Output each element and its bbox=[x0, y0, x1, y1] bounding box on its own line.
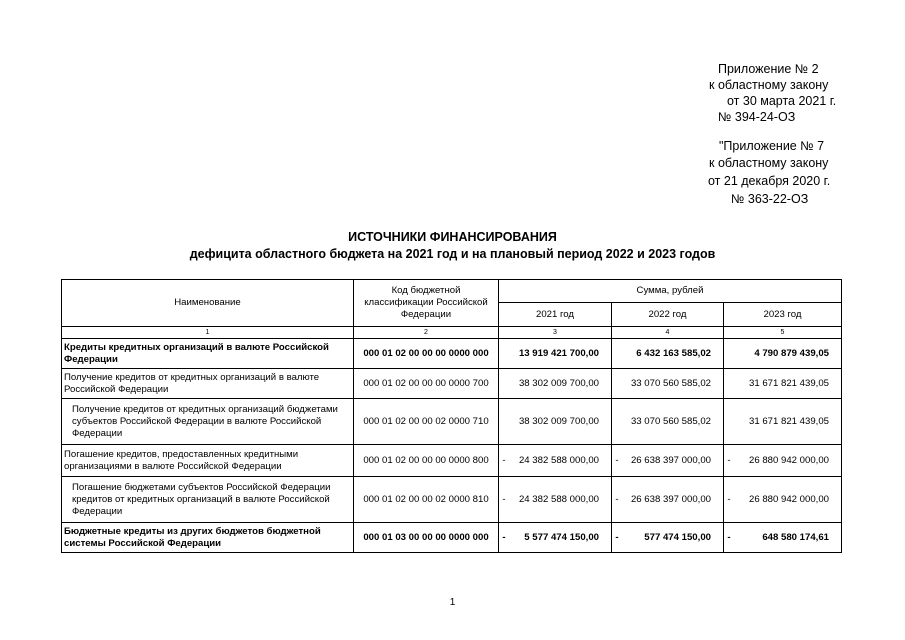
row-code: 000 01 03 00 00 00 0000 000 bbox=[354, 523, 499, 553]
column-number: 4 bbox=[612, 327, 724, 339]
amount-value: 26 880 942 000,00 bbox=[748, 493, 830, 505]
minus-sign: - bbox=[727, 531, 731, 543]
minus-sign: - bbox=[727, 454, 731, 466]
row-amount-2023 bbox=[724, 523, 842, 553]
row-amount-2021 bbox=[499, 399, 612, 445]
column-number-row bbox=[62, 327, 842, 339]
row-amount-2021 bbox=[499, 477, 612, 523]
minus-sign: - bbox=[502, 531, 506, 543]
column-number: 2 bbox=[354, 327, 499, 339]
appendix-line-1: Приложение № 2 bbox=[718, 62, 819, 76]
appendix-line-2: к областному закону bbox=[709, 78, 829, 92]
header-sum: Сумма, рублей bbox=[499, 280, 842, 303]
column-number: 5 bbox=[724, 327, 842, 339]
table-row bbox=[62, 399, 842, 445]
amount-value: 648 580 174,61 bbox=[762, 531, 830, 543]
financing-sources-table bbox=[61, 279, 842, 553]
row-name: Кредиты кредитных организаций в валюте Российской Федерации bbox=[62, 339, 354, 369]
amount-value: 24 382 588 000,00 bbox=[518, 493, 599, 505]
minus-sign: - bbox=[502, 493, 506, 505]
row-code: 000 01 02 00 00 00 0000 800 bbox=[354, 445, 499, 477]
row-amount-2023 bbox=[724, 369, 842, 399]
header-2023: 2023 год bbox=[724, 303, 842, 327]
column-number: 1 bbox=[62, 327, 354, 339]
page-title: ИСТОЧНИКИ ФИНАНСИРОВАНИЯ bbox=[348, 230, 557, 244]
amount-value: 38 302 009 700,00 bbox=[518, 377, 599, 389]
row-name: Бюджетные кредиты из других бюджетов бюджетной системы Российской Федерации bbox=[62, 523, 354, 553]
amount-value: 577 474 150,00 bbox=[644, 531, 711, 543]
header-2022: 2022 год bbox=[612, 303, 724, 327]
row-amount-2022 bbox=[612, 339, 724, 369]
table-row bbox=[62, 523, 842, 553]
row-amount-2023 bbox=[724, 339, 842, 369]
prev-appendix-line-1: "Приложение № 7 bbox=[719, 139, 825, 153]
amount-value: 6 432 163 585,02 bbox=[636, 347, 711, 359]
table-row bbox=[62, 369, 842, 399]
prev-appendix-line-3: от 21 декабря 2020 г. bbox=[708, 174, 831, 188]
minus-sign: - bbox=[727, 493, 731, 505]
minus-sign: - bbox=[502, 454, 506, 466]
row-name: Получение кредитов от кредитных организаций в валюте Российской Федерации bbox=[62, 369, 354, 399]
minus-sign: - bbox=[615, 531, 619, 543]
amount-value: 31 671 821 439,05 bbox=[748, 377, 830, 389]
row-code: 000 01 02 00 00 02 0000 810 bbox=[354, 477, 499, 523]
page-number: 1 bbox=[449, 597, 456, 608]
minus-sign: - bbox=[615, 493, 619, 505]
row-code: 000 01 02 00 00 00 0000 700 bbox=[354, 369, 499, 399]
table-row bbox=[62, 339, 842, 369]
prev-appendix-line-2: к областному закону bbox=[709, 156, 829, 170]
amount-value: 31 671 821 439,05 bbox=[748, 415, 830, 427]
row-name: Погашение кредитов, предоставленных кредитными организациями в валюте Российской Федерации bbox=[62, 445, 354, 477]
row-amount-2022 bbox=[612, 477, 724, 523]
appendix-line-4: № 394-24-ОЗ bbox=[718, 110, 796, 124]
row-amount-2021 bbox=[499, 369, 612, 399]
amount-value: 33 070 560 585,02 bbox=[630, 377, 711, 389]
row-code: 000 01 02 00 00 00 0000 000 bbox=[354, 339, 499, 369]
header-code: Код бюджетной классификации Российской Федерации bbox=[354, 280, 499, 327]
row-amount-2022 bbox=[612, 445, 724, 477]
appendix-line-3: от 30 марта 2021 г. bbox=[727, 94, 837, 108]
amount-value: 33 070 560 585,02 bbox=[630, 415, 711, 427]
amount-value: 24 382 588 000,00 bbox=[518, 454, 599, 466]
row-amount-2023 bbox=[724, 445, 842, 477]
column-number: 3 bbox=[499, 327, 612, 339]
row-amount-2022 bbox=[612, 399, 724, 445]
row-amount-2022 bbox=[612, 523, 724, 553]
row-amount-2022 bbox=[612, 369, 724, 399]
row-amount-2021 bbox=[499, 523, 612, 553]
header-2021: 2021 год bbox=[499, 303, 612, 327]
row-name: Получение кредитов от кредитных организаций бюджетами субъектов Российской Федерации в валюте Российской Федерации bbox=[62, 399, 354, 445]
amount-value: 38 302 009 700,00 bbox=[518, 415, 599, 427]
amount-value: 26 880 942 000,00 bbox=[748, 454, 830, 466]
prev-appendix-line-4: № 363-22-ОЗ bbox=[731, 192, 809, 206]
amount-value: 4 790 879 439,05 bbox=[754, 347, 830, 359]
page-subtitle: дефицита областного бюджета на 2021 год и на плановый период 2022 и 2023 годов bbox=[189, 247, 716, 261]
amount-value: 26 638 397 000,00 bbox=[630, 454, 711, 466]
amount-value: 13 919 421 700,00 bbox=[518, 347, 599, 359]
row-name: Погашение бюджетами субъектов Российской Федерации кредитов от кредитных организаций в валюте Российской Федерации bbox=[62, 477, 354, 523]
row-amount-2021 bbox=[499, 445, 612, 477]
header-name: Наименование bbox=[62, 280, 354, 327]
amount-value: 26 638 397 000,00 bbox=[630, 493, 711, 505]
table-row bbox=[62, 445, 842, 477]
row-code: 000 01 02 00 00 02 0000 710 bbox=[354, 399, 499, 445]
table-row bbox=[62, 477, 842, 523]
amount-value: 5 577 474 150,00 bbox=[524, 531, 599, 543]
row-amount-2023 bbox=[724, 399, 842, 445]
row-amount-2023 bbox=[724, 477, 842, 523]
header-row-1 bbox=[62, 280, 842, 303]
row-amount-2021 bbox=[499, 339, 612, 369]
minus-sign: - bbox=[615, 454, 619, 466]
